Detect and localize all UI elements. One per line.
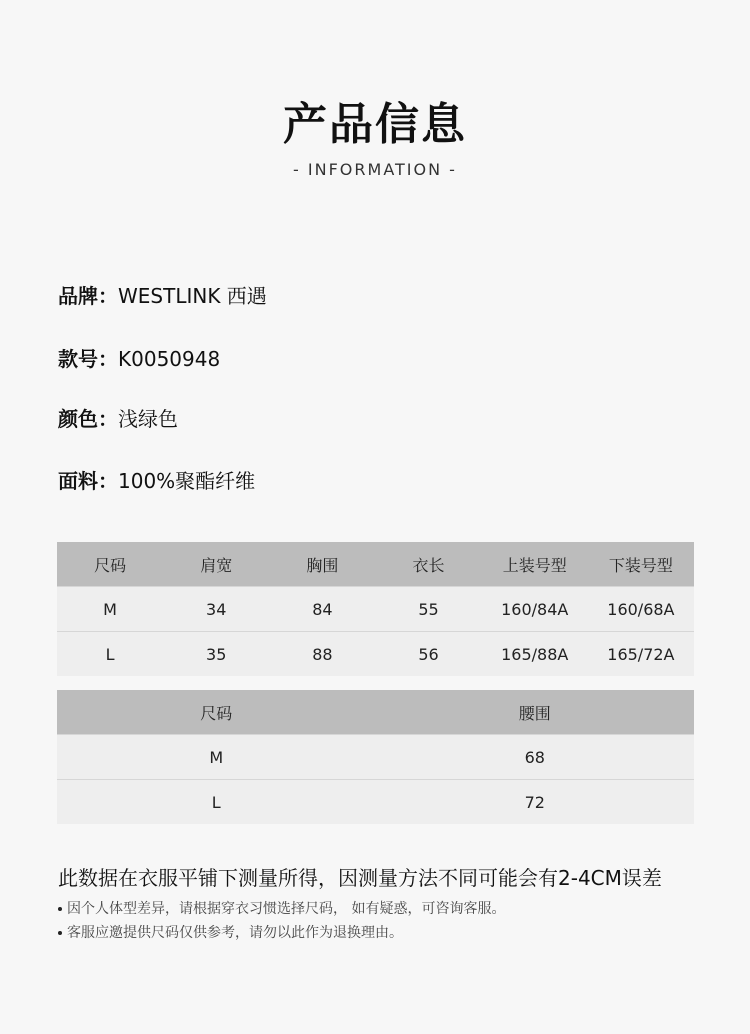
- info-style-number-value: K0050948: [118, 347, 221, 371]
- table-cell: 55: [375, 587, 481, 632]
- info-style-number-label: 款号：: [58, 347, 118, 371]
- table-header-row: [57, 690, 694, 735]
- info-brand: [58, 280, 267, 309]
- table-cell: L: [57, 632, 163, 677]
- info-style-number: [58, 343, 220, 372]
- col-header-top-size: 上装号型: [482, 542, 588, 587]
- col-header-size: 尺码: [57, 542, 163, 587]
- note-bullet: [58, 898, 505, 918]
- info-brand-value: WESTLINK 西遇: [118, 284, 267, 308]
- table-row: [57, 780, 694, 825]
- measurement-note: 此数据在衣服平铺下测量所得，因测量方法不同可能会有2-4CM误差: [58, 866, 662, 890]
- table-cell: 160/68A: [588, 587, 694, 632]
- size-table-bottom: [57, 690, 694, 824]
- info-fabric-value: 100%聚酯纤维: [118, 469, 256, 493]
- table-cell: 34: [163, 587, 269, 632]
- table-cell: 56: [375, 632, 481, 677]
- table-cell: 165/72A: [588, 632, 694, 677]
- col-header-bottom-size: 下装号型: [588, 542, 694, 587]
- table-cell: M: [57, 587, 163, 632]
- col-header-waist: 腰围: [376, 690, 695, 735]
- table-cell: 165/88A: [482, 632, 588, 677]
- table-cell: 68: [376, 735, 695, 780]
- note-bullet: [58, 922, 403, 942]
- table-row: [57, 735, 694, 780]
- bullet-dot-icon: [58, 907, 62, 911]
- col-header-size: 尺码: [57, 690, 376, 735]
- info-color-value: 浅绿色: [118, 407, 178, 431]
- table-cell: 88: [269, 632, 375, 677]
- col-header-shoulder: 肩宽: [163, 542, 269, 587]
- table-cell: 72: [376, 780, 695, 825]
- note-bullet-text: 因个人体型差异，请根据穿衣习惯选择尺码， 如有疑惑，可咨询客服。: [67, 901, 506, 917]
- page-subtitle: - INFORMATION -: [293, 160, 457, 179]
- info-fabric: [58, 465, 255, 494]
- info-fabric-label: 面料：: [58, 469, 118, 493]
- table-row: [57, 632, 694, 677]
- page-title: 产品信息: [283, 99, 467, 150]
- info-color-label: 颜色：: [58, 407, 118, 431]
- table-row: [57, 587, 694, 632]
- bullet-dot-icon: [58, 931, 62, 935]
- note-bullet-text: 客服应邀提供尺码仅供参考，请勿以此作为退换理由。: [67, 925, 403, 941]
- info-brand-label: 品牌：: [58, 284, 118, 308]
- col-header-chest: 胸围: [269, 542, 375, 587]
- col-header-length: 衣长: [375, 542, 481, 587]
- table-cell: M: [57, 735, 376, 780]
- table-cell: 35: [163, 632, 269, 677]
- info-color: [58, 403, 178, 432]
- table-cell: L: [57, 780, 376, 825]
- table-header-row: [57, 542, 694, 587]
- table-cell: 160/84A: [482, 587, 588, 632]
- table-cell: 84: [269, 587, 375, 632]
- size-table-top: [57, 542, 694, 676]
